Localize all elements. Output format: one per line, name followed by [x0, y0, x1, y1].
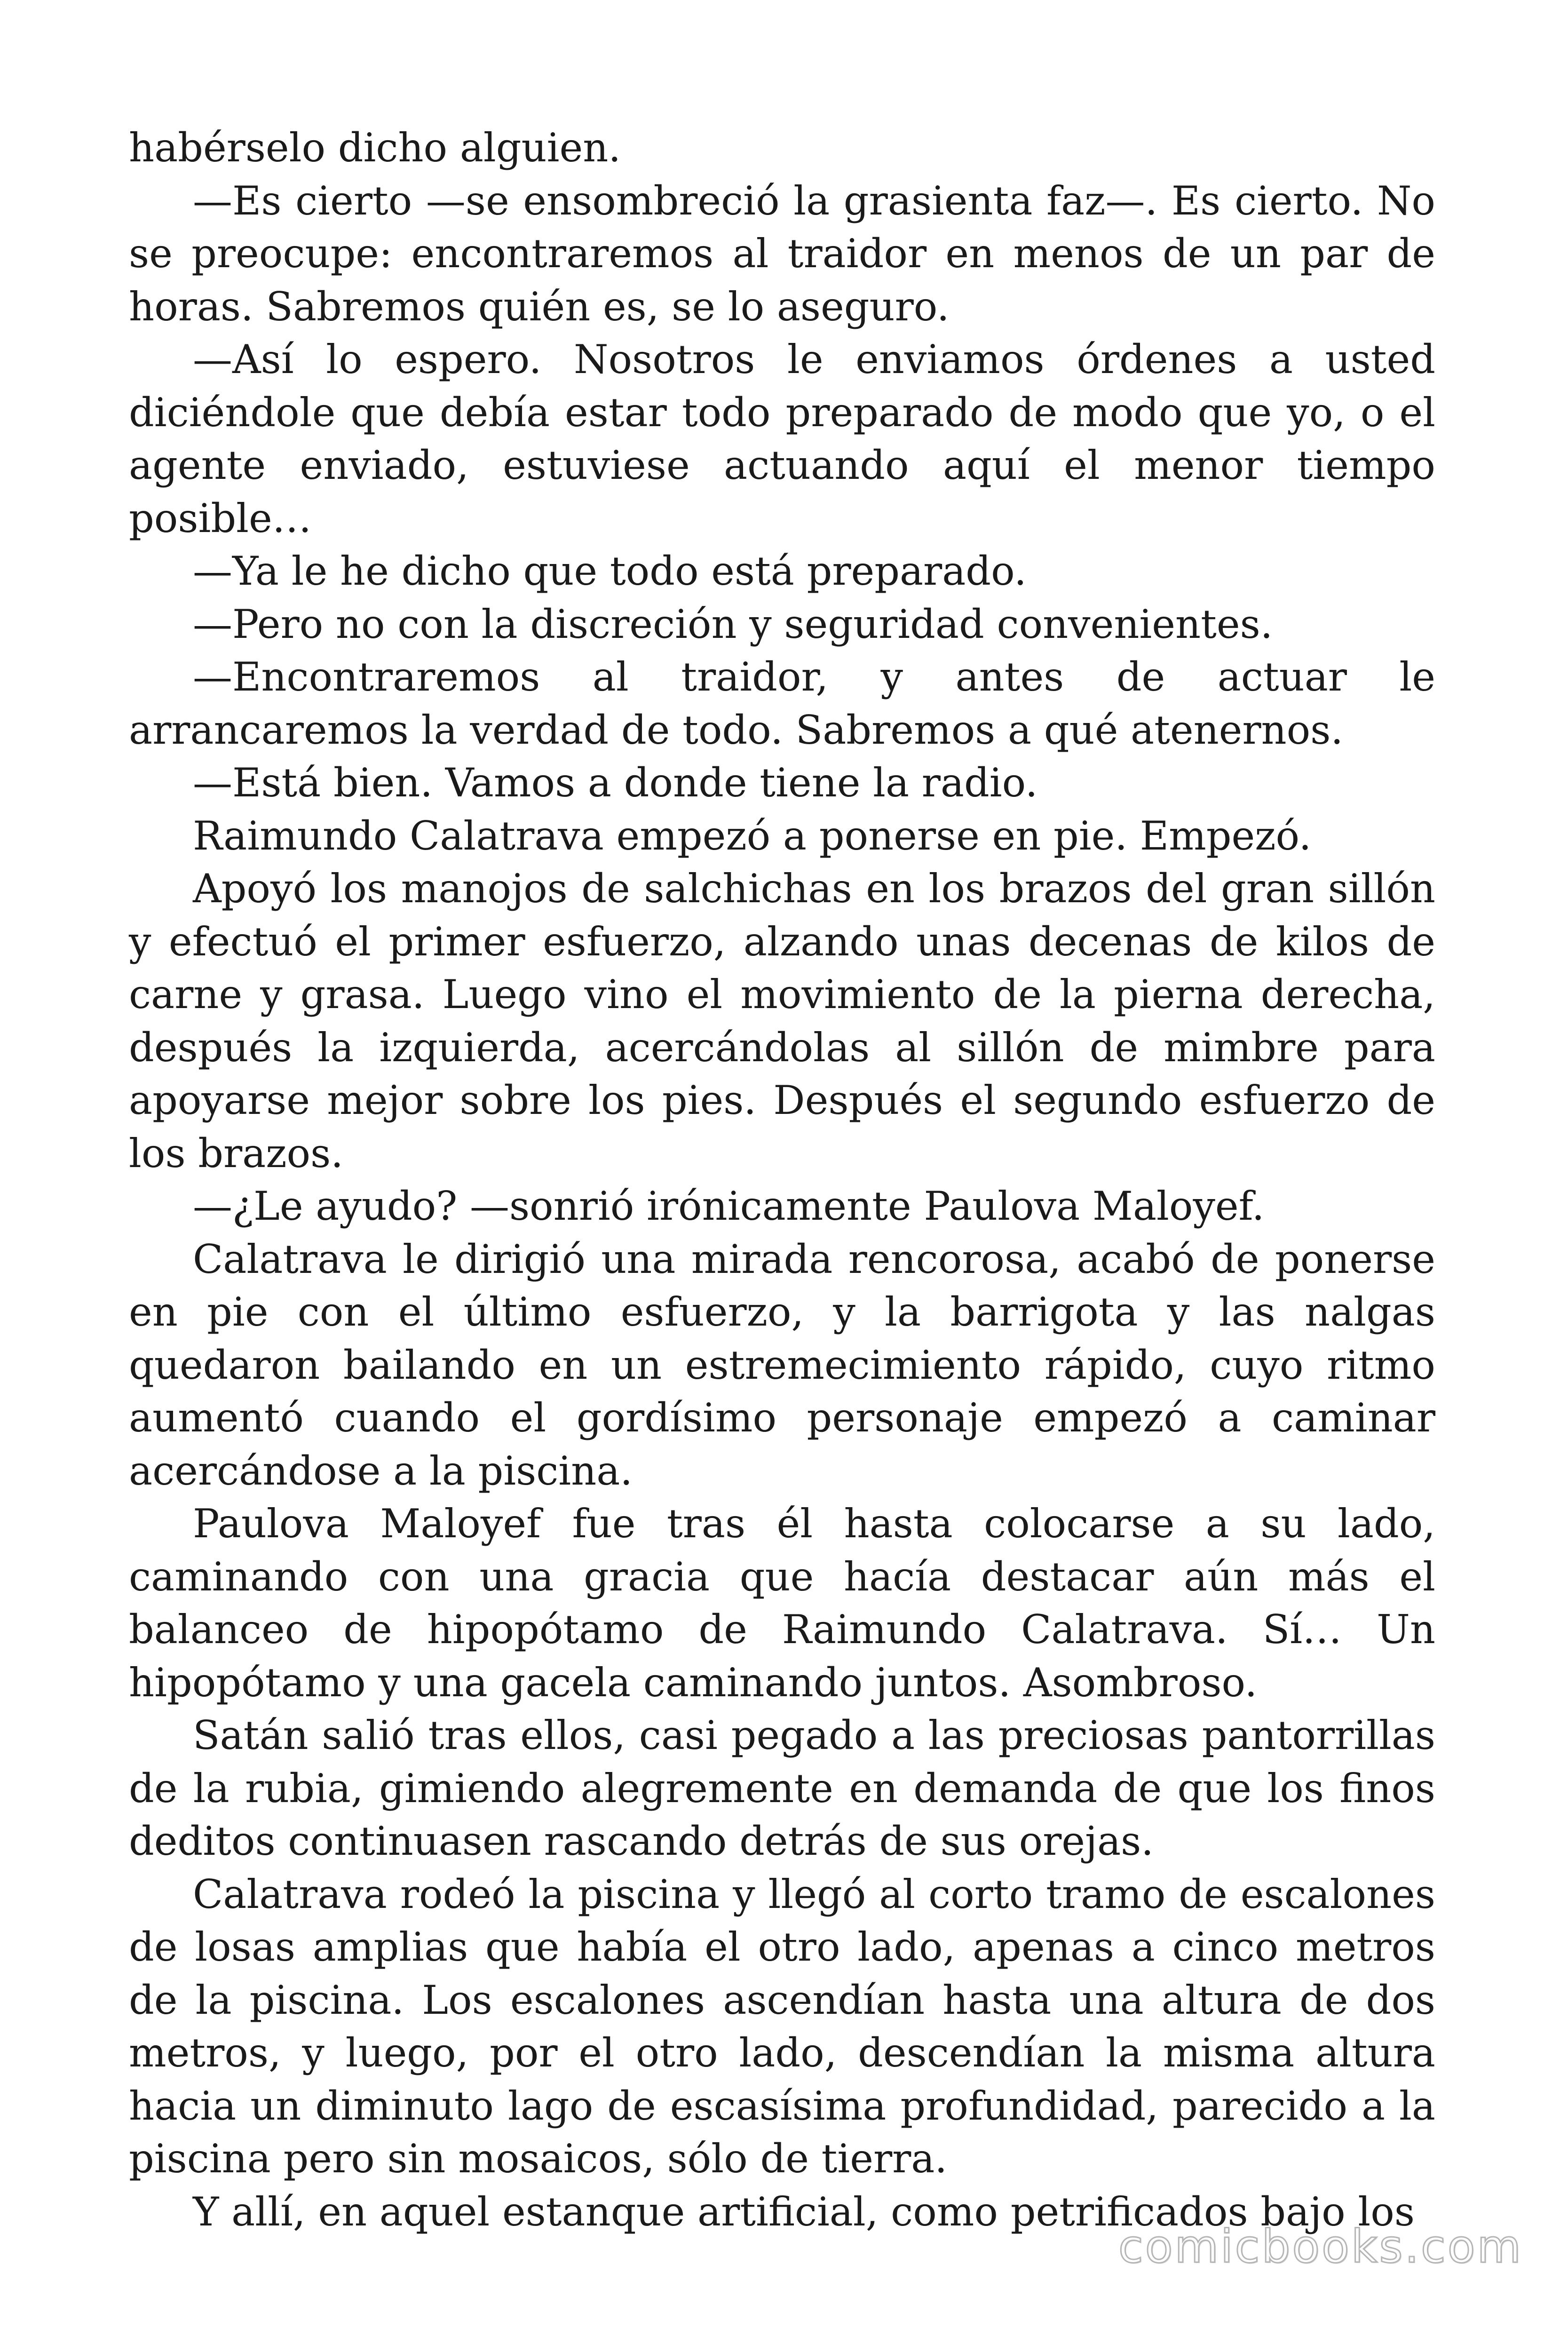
paragraph-4: —Ya le he dicho que todo está preparado. — [193, 548, 1027, 594]
paragraph-12: Paulova Maloyef fue tras él hasta colocarse a su lado, caminando con una gracia que hacía destacar aún más el balanceo de hipopótamo de Raimundo Calatrava. Sí… Un hipopótamo y una gacela caminando juntos. Asombroso. — [129, 1501, 1435, 1706]
paragraph-3: —Así lo espero. Nosotros le enviamos órdenes a usted diciéndole que debía estar todo preparado de modo que yo, o el agente enviado, estuviese actuando aquí el menor tiempo posible… — [129, 336, 1435, 541]
page-body — [129, 121, 1435, 2238]
paragraph-6: —Encontraremos al traidor, y antes de actuar le arrancaremos la verdad de todo. Sabremos a qué atenernos. — [129, 654, 1435, 753]
paragraph-5: —Pero no con la discreción y seguridad convenientes. — [193, 601, 1273, 647]
paragraph-1: habérselo dicho alguien. — [129, 125, 621, 171]
paragraph-13: Satán salió tras ellos, casi pegado a las preciosas pantorrillas de la rubia, gimiendo alegremente en demanda de que los finos deditos continuasen rascando detrás de sus orejas. — [129, 1712, 1435, 1864]
paragraph-2: —Es cierto —se ensombreció la grasienta faz—. Es cierto. No se preocupe: encontraremos al traidor en menos de un par de horas. Sabremos quién es, se lo aseguro. — [129, 177, 1435, 330]
paragraph-7: —Está bien. Vamos a donde tiene la radio. — [193, 760, 1038, 806]
paragraph-10: —¿Le ayudo? —sonrió irónicamente Paulova Maloyef. — [193, 1183, 1265, 1229]
paragraph-11: Calatrava le dirigió una mirada rencorosa, acabó de ponerse en pie con el último esfuerzo, y la barrigota y las nalgas quedaron bailando en un estremecimiento rápido, cuyo ritmo aumentó cuando el gordísimo personaje empezó a caminar acercándose a la piscina. — [129, 1236, 1435, 1494]
paragraph-15: Y allí, en aquel estanque artificial, como petrificados bajo los — [193, 2188, 1415, 2235]
paragraph-9: Apoyó los manojos de salchichas en los brazos del gran sillón y efectuó el primer esfuerzo, alzando unas decenas de kilos de carne y grasa. Luego vino el movimiento de la pierna derecha, después la izquierda, acercándolas al sillón de mimbre para apoyarse mejor sobre los pies. Después el segundo esfuerzo de los brazos. — [129, 866, 1435, 1176]
watermark: comicbooks.com — [1118, 2220, 1523, 2273]
paragraph-14: Calatrava rodeó la piscina y llegó al corto tramo de escalones de losas amplias que había el otro lado, apenas a cinco metros de la piscina. Los escalones ascendían hasta una altura de dos metros, y luego, por el otro lado, descendían la misma altura hacia un diminuto lago de escasísima profundidad, parecido a la piscina pero sin mosaicos, sólo de tierra. — [129, 1871, 1435, 2182]
paragraph-8: Raimundo Calatrava empezó a ponerse en pie. Empezó. — [193, 812, 1312, 859]
